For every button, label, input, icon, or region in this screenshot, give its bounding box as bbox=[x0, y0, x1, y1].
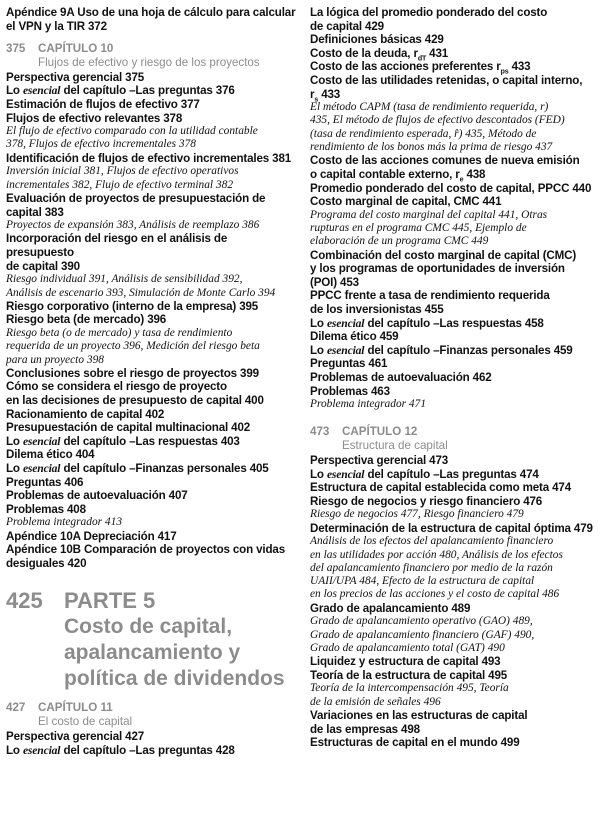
entry-text: Problemas 408 bbox=[6, 502, 86, 516]
toc-entry bbox=[310, 303, 596, 317]
toc-entry bbox=[310, 330, 596, 344]
entry-text: de capital 390 bbox=[6, 259, 80, 273]
toc-subentry bbox=[6, 165, 298, 178]
toc-entry bbox=[310, 344, 596, 358]
entry-text: Estructura de capital establecida como meta 474 bbox=[310, 481, 572, 495]
entry-text: en las utilidades por acción 480, Análisis de los efectos bbox=[310, 548, 563, 561]
entry-text: 435, El método de flujos de efectivo descontados (FED) bbox=[310, 114, 565, 127]
toc-group bbox=[310, 6, 596, 411]
entry-emphasis: esencial bbox=[22, 84, 61, 98]
entry-text: Combinación del costo marginal de capital (CMC) bbox=[310, 248, 577, 262]
toc-entry bbox=[310, 60, 596, 74]
entry-text: 433 bbox=[318, 87, 341, 101]
toc-entry bbox=[6, 744, 298, 758]
entry-text: del apalancamiento financiero por medio de la razón bbox=[310, 561, 553, 574]
chapter-12-heading bbox=[310, 425, 596, 453]
toc-entry bbox=[6, 394, 298, 408]
entry-emphasis: esencial bbox=[326, 343, 365, 357]
entry-text: PPCC frente a tasa de rendimiento requerida bbox=[310, 289, 550, 303]
entry-text: El método CAPM (tasa de rendimiento requerida, r) bbox=[310, 101, 549, 114]
toc-entry bbox=[6, 435, 298, 449]
entry-text: Promedio ponderado del costo de capital, PPCC 440 bbox=[310, 181, 592, 195]
entry-text: Análisis de los efectos del apalancamiento financiero bbox=[310, 535, 554, 548]
toc-entry bbox=[6, 98, 298, 112]
entry-text: Grado de apalancamiento 489 bbox=[310, 601, 471, 615]
entry-text: Apéndice 10B Comparación de proyectos con vidas bbox=[6, 543, 286, 557]
entry-text: (tasa de rendimiento esperada, r̂) 435, Método de bbox=[310, 127, 537, 140]
entry-text: Costo de las acciones comunes de nueva emisión bbox=[310, 154, 580, 168]
toc-entry bbox=[310, 182, 596, 196]
entry-text: de los inversionistas 455 bbox=[310, 302, 444, 316]
entry-text: Inversión inicial 381, Flujos de efectivo operativos bbox=[6, 165, 239, 178]
chapter-10-heading bbox=[6, 42, 298, 70]
part-number: 425 bbox=[6, 588, 43, 614]
toc-entry bbox=[6, 300, 298, 314]
entry-text: Grado de apalancamiento total (GAT) 490 bbox=[310, 641, 505, 654]
toc-group bbox=[6, 71, 298, 571]
toc-entry bbox=[6, 462, 298, 476]
toc-entry bbox=[310, 669, 596, 683]
toc-entry bbox=[6, 71, 298, 85]
toc-entry bbox=[310, 289, 596, 303]
toc-entry bbox=[6, 192, 298, 206]
toc-entry bbox=[6, 20, 298, 34]
toc-subentry bbox=[310, 398, 596, 411]
toc-subentry bbox=[6, 327, 298, 340]
entry-text: Grado de apalancamiento operativo (GAO) 489, bbox=[310, 615, 533, 628]
entry-text: Apéndice 10A Depreciación 417 bbox=[6, 529, 177, 543]
toc-entry bbox=[6, 489, 298, 503]
toc-entry bbox=[6, 543, 298, 557]
toc-entry bbox=[310, 317, 596, 331]
entry-text: Liquidez y estructura de capital 493 bbox=[310, 655, 501, 669]
entry-text: en las decisiones de presupuesto de capital 400 bbox=[6, 394, 264, 408]
entry-text: UAII/UPA 484, Efecto de la estructura de capital bbox=[310, 575, 535, 588]
toc-entry bbox=[6, 408, 298, 422]
chapter-number: 427 bbox=[6, 701, 26, 715]
toc-subentry bbox=[310, 114, 596, 127]
entry-text: Riesgo beta (de mercado) 396 bbox=[6, 313, 167, 327]
toc-entry bbox=[310, 262, 596, 276]
entry-prefix: o capital contable externo, r bbox=[310, 167, 460, 181]
toc-entry bbox=[6, 313, 298, 327]
entry-text: Presupuestación de capital multinacional 402 bbox=[6, 421, 251, 435]
toc-entry bbox=[6, 367, 298, 381]
toc-entry bbox=[310, 454, 596, 468]
entry-emphasis: esencial bbox=[326, 467, 365, 481]
toc-entry bbox=[310, 468, 596, 482]
entry-prefix: Lo bbox=[6, 743, 23, 757]
entry-prefix: Lo bbox=[310, 467, 327, 481]
chapter-title: Flujos de efectivo y riesgo de los proyectos bbox=[38, 56, 260, 70]
part-5-heading bbox=[6, 588, 298, 692]
chapter-label: CAPÍTULO 11 bbox=[38, 701, 113, 715]
toc-subentry bbox=[310, 235, 596, 248]
toc-subentry bbox=[310, 629, 596, 642]
toc-entry bbox=[310, 276, 596, 290]
toc-subentry bbox=[310, 222, 596, 235]
entry-text: Estimación de flujos de efectivo 377 bbox=[6, 97, 200, 111]
toc-entry bbox=[6, 206, 298, 220]
toc-entry bbox=[6, 476, 298, 490]
entry-text: en los precios de las acciones y el costo de capital 486 bbox=[310, 588, 560, 601]
entry-emphasis: esencial bbox=[22, 434, 61, 448]
toc-entry bbox=[310, 6, 596, 20]
toc-entry bbox=[310, 385, 596, 399]
toc-entry bbox=[6, 112, 298, 126]
toc-entry bbox=[6, 448, 298, 462]
entry-text: Costo marginal de capital, CMC 441 bbox=[310, 195, 502, 209]
entry-text: Proyectos de expansión 383, Análisis de reemplazo 386 bbox=[6, 219, 260, 232]
entry-subscript: e bbox=[459, 176, 464, 184]
entry-text: Incorporación del riesgo en el análisis de presupuesto bbox=[6, 232, 228, 260]
entry-text: Preguntas 461 bbox=[310, 357, 388, 371]
toc-group bbox=[6, 730, 298, 757]
entry-text: Programa del costo marginal del capital 441, Otras bbox=[310, 208, 548, 221]
entry-text: Costo de las utilidades retenidas, o capital interno, bbox=[310, 73, 583, 87]
toc-entry bbox=[310, 20, 596, 34]
toc-subentry bbox=[310, 535, 596, 548]
toc-entry bbox=[6, 730, 298, 744]
toc-subentry bbox=[6, 219, 298, 232]
entry-prefix: Lo bbox=[310, 316, 327, 330]
entry-text: Evaluación de proyectos de presupuestación de bbox=[6, 191, 266, 205]
entry-emphasis: esencial bbox=[22, 462, 61, 476]
entry-text: requerida de un proyecto 396, Medición del riesgo beta bbox=[6, 340, 260, 353]
toc-entry bbox=[310, 371, 596, 385]
toc-entry bbox=[310, 88, 596, 102]
toc-entry bbox=[310, 709, 596, 723]
entry-text: Perspectiva gerencial 375 bbox=[6, 70, 145, 84]
toc-entry bbox=[6, 232, 298, 259]
entry-text: incrementales 382, Flujo de efectivo terminal 382 bbox=[6, 178, 234, 191]
entry-text: La lógica del promedio ponderado del costo bbox=[310, 6, 548, 19]
entry-text: rupturas en el programa CMC 445, Ejemplo de bbox=[310, 222, 527, 235]
entry-text: (POI) 453 bbox=[310, 275, 359, 289]
entry-text: Definiciones básicas 429 bbox=[310, 33, 444, 47]
part-title-line: apalancamiento y bbox=[64, 641, 241, 665]
toc-subentry bbox=[310, 615, 596, 628]
toc-subentry bbox=[310, 128, 596, 141]
toc-entry bbox=[310, 47, 596, 61]
toc-subentry bbox=[310, 141, 596, 154]
entry-text: Análisis de escenario 393, Simulación de Monte Carlo 394 bbox=[6, 286, 276, 299]
entry-prefix: Lo bbox=[310, 343, 327, 357]
entry-text: el VPN y la TIR 372 bbox=[6, 19, 107, 33]
toc-subentry bbox=[310, 562, 596, 575]
part-title-line: política de dividendos bbox=[64, 667, 285, 691]
toc-entry bbox=[310, 736, 596, 750]
toc-subentry bbox=[310, 696, 596, 709]
entry-text: Perspectiva gerencial 473 bbox=[310, 454, 449, 468]
entry-text: del capítulo –Finanzas personales 405 bbox=[60, 462, 269, 476]
entry-text: del capítulo –Las preguntas 474 bbox=[364, 467, 539, 481]
toc-entry bbox=[6, 6, 298, 20]
toc-subentry bbox=[310, 682, 596, 695]
entry-text: Teoría de la estructura de capital 495 bbox=[310, 668, 508, 682]
toc-entry bbox=[310, 168, 596, 182]
toc-entry bbox=[310, 195, 596, 209]
toc-group bbox=[310, 454, 596, 750]
toc-subentry bbox=[310, 588, 596, 601]
toc-entry bbox=[6, 380, 298, 394]
part-label: PARTE 5 bbox=[64, 588, 156, 614]
entry-text: El flujo de efectivo comparado con la utilidad contable bbox=[6, 125, 258, 138]
toc-subentry bbox=[6, 125, 298, 138]
toc-subentry bbox=[310, 508, 596, 521]
entry-text: del capítulo –Finanzas personales 459 bbox=[364, 343, 573, 357]
toc-subentry bbox=[310, 549, 596, 562]
part-title-line: Costo de capital, bbox=[64, 615, 233, 639]
toc-subentry bbox=[6, 354, 298, 367]
entry-text: Riesgo individual 391, Análisis de sensibilidad 392, bbox=[6, 273, 243, 286]
entry-text: Cómo se considera el riesgo de proyecto bbox=[6, 380, 227, 394]
chapter-label: CAPÍTULO 12 bbox=[342, 425, 418, 439]
entry-text: 378, Flujos de efectivo incrementales 378 bbox=[6, 138, 197, 151]
toc-entry bbox=[6, 152, 298, 166]
toc-right-column bbox=[310, 6, 596, 750]
entry-text: de capital 429 bbox=[310, 19, 384, 33]
chapter-label: CAPÍTULO 10 bbox=[38, 42, 114, 56]
entry-text: rendimiento de los bonos más la prima de riesgo 437 bbox=[310, 141, 553, 154]
toc-subentry bbox=[6, 287, 298, 300]
entry-text: Riesgo de negocios y riesgo financiero 476 bbox=[310, 494, 543, 508]
entry-text: Teoría de la intercompensación 495, Teoría bbox=[310, 682, 509, 695]
toc-subentry bbox=[6, 138, 298, 151]
chapter-number: 473 bbox=[310, 425, 330, 439]
entry-text: del capítulo –Las preguntas 428 bbox=[60, 743, 235, 757]
entry-prefix: Costo de la deuda, r bbox=[310, 46, 418, 60]
entry-subscript: dT bbox=[417, 55, 427, 63]
entry-text: Preguntas 406 bbox=[6, 475, 84, 489]
toc-entry bbox=[310, 602, 596, 616]
entry-text: desiguales 420 bbox=[6, 556, 87, 570]
chapter-number: 375 bbox=[6, 42, 26, 56]
toc-entry bbox=[310, 655, 596, 669]
entry-text: Grado de apalancamiento financiero (GAF) 490, bbox=[310, 628, 535, 641]
toc-entry bbox=[310, 33, 596, 47]
toc-subentry bbox=[310, 642, 596, 655]
entry-text: capital 383 bbox=[6, 205, 64, 219]
entry-text: y los programas de oportunidades de inversión bbox=[310, 262, 565, 276]
toc-subentry bbox=[310, 101, 596, 114]
toc-entry bbox=[310, 723, 596, 737]
entry-text: Problemas de autoevaluación 407 bbox=[6, 489, 188, 503]
entry-prefix: r bbox=[310, 87, 315, 101]
toc-entry bbox=[310, 522, 596, 536]
toc-entry bbox=[6, 84, 298, 98]
entry-text: Flujos de efectivo relevantes 378 bbox=[6, 111, 183, 125]
toc-subentry bbox=[6, 273, 298, 286]
entry-text: Problema integrador 471 bbox=[310, 398, 427, 411]
entry-text: Problema integrador 413 bbox=[6, 516, 123, 529]
chapter-title: Estructura de capital bbox=[342, 439, 448, 453]
chapter-11-heading bbox=[6, 701, 298, 729]
toc-entry bbox=[6, 260, 298, 274]
toc-subentry bbox=[6, 179, 298, 192]
entry-text: Riesgo beta (o de mercado) y tasa de rendimiento bbox=[6, 326, 233, 339]
entry-text: Racionamiento de capital 402 bbox=[6, 407, 165, 421]
entry-text: del capítulo –Las preguntas 376 bbox=[60, 84, 235, 98]
entry-text: Riesgo de negocios 477, Riesgo financiero 479 bbox=[310, 508, 524, 521]
entry-text: Estructuras de capital en el mundo 499 bbox=[310, 736, 520, 750]
entry-text: del capítulo –Las respuestas 458 bbox=[364, 316, 544, 330]
entry-prefix: Lo bbox=[6, 84, 23, 98]
entry-prefix: Costo de las acciones preferentes r bbox=[310, 60, 501, 74]
entry-text: Variaciones en las estructuras de capital bbox=[310, 709, 528, 723]
toc-entry bbox=[6, 503, 298, 517]
entry-prefix: Lo bbox=[6, 434, 23, 448]
entry-text: Dilema ético 459 bbox=[310, 330, 399, 344]
toc-entry bbox=[6, 557, 298, 571]
entry-text: 438 bbox=[463, 167, 486, 181]
toc-entry bbox=[310, 481, 596, 495]
toc-entry bbox=[310, 154, 596, 168]
entry-emphasis: esencial bbox=[22, 743, 61, 757]
toc-subentry bbox=[6, 340, 298, 353]
entry-text: Problemas de autoevaluación 462 bbox=[310, 370, 492, 384]
entry-text: Perspectiva gerencial 427 bbox=[6, 730, 145, 744]
entry-text: Apéndice 9A Uso de una hoja de cálculo para calcular bbox=[6, 6, 296, 19]
toc-entry bbox=[310, 495, 596, 509]
toc-entry bbox=[6, 421, 298, 435]
entry-text: para un proyecto 398 bbox=[6, 353, 104, 366]
entry-text: elaboración de un programa CMC 449 bbox=[310, 235, 489, 248]
toc-entry bbox=[6, 530, 298, 544]
toc-subentry bbox=[310, 575, 596, 588]
toc-group bbox=[6, 6, 298, 33]
entry-text: 431 bbox=[426, 46, 449, 60]
toc-entry bbox=[310, 357, 596, 371]
entry-emphasis: esencial bbox=[326, 316, 365, 330]
toc-left-column bbox=[6, 6, 298, 757]
entry-text: de las empresas 498 bbox=[310, 722, 420, 736]
entry-text: del capítulo –Las respuestas 403 bbox=[60, 434, 240, 448]
toc-entry bbox=[310, 249, 596, 263]
entry-text: Identificación de flujos de efectivo incrementales 381 bbox=[6, 151, 292, 165]
entry-text: Conclusiones sobre el riesgo de proyectos 399 bbox=[6, 366, 259, 380]
entry-prefix: Lo bbox=[6, 462, 23, 476]
entry-subscript: ps bbox=[500, 68, 509, 76]
entry-text: Problemas 463 bbox=[310, 384, 390, 398]
entry-text: 433 bbox=[508, 60, 531, 74]
entry-subscript: s bbox=[314, 95, 319, 103]
entry-text: Determinación de la estructura de capital óptima 479 bbox=[310, 521, 593, 535]
entry-text: de la emisión de señales 496 bbox=[310, 695, 441, 708]
entry-text: Riesgo corporativo (interno de la empresa) 395 bbox=[6, 299, 259, 313]
toc-entry bbox=[310, 74, 596, 88]
toc-subentry bbox=[6, 516, 298, 529]
entry-text: Dilema ético 404 bbox=[6, 448, 95, 462]
toc-subentry bbox=[310, 209, 596, 222]
chapter-title: El costo de capital bbox=[38, 715, 133, 729]
